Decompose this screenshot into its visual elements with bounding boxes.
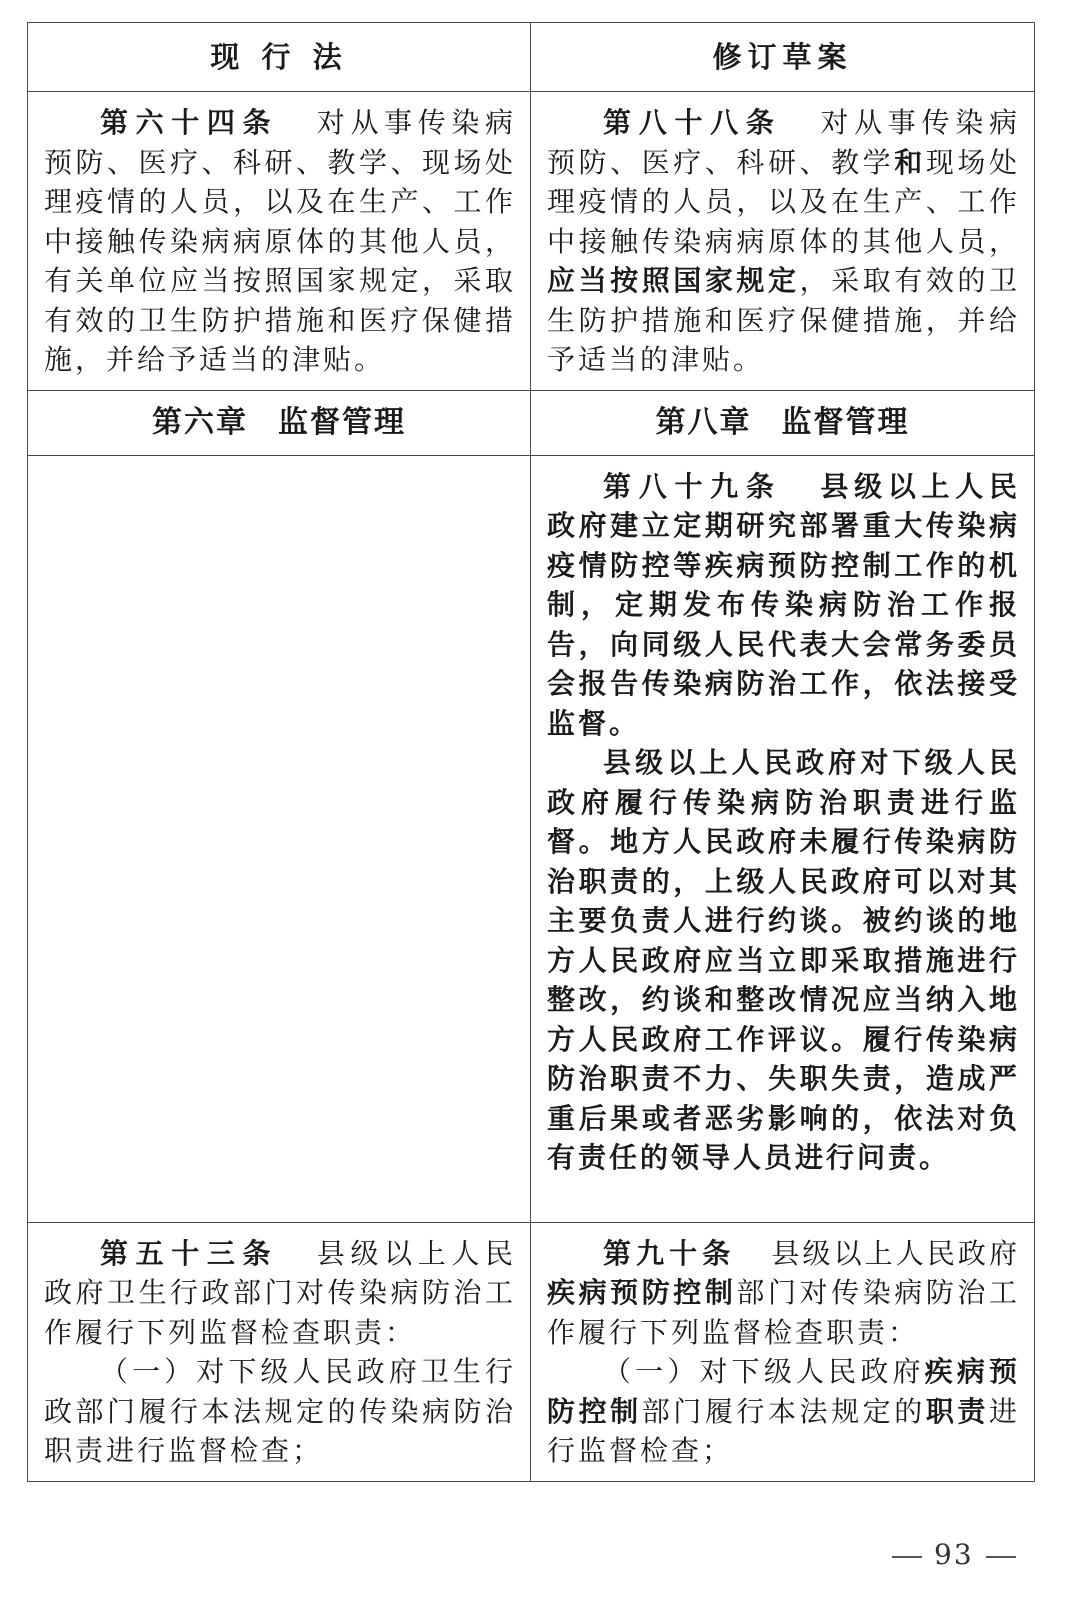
current-law-article-53 — [28, 1222, 531, 1481]
article-paragraph — [44, 1234, 516, 1353]
chapter-title: 监督管理 — [278, 404, 406, 440]
draft-article-88 — [531, 92, 1035, 391]
amended-text: 疾病预防控制 — [547, 1355, 1020, 1428]
article-paragraph — [547, 743, 1020, 1178]
amended-text: 疾病预防控制 — [547, 1276, 737, 1309]
table-header-row — [28, 23, 1035, 92]
article-text: ，采取有效的卫生防护措施和医疗保健措施，并给予适当的津贴。 — [547, 264, 1020, 376]
chapter-title: 监督管理 — [781, 404, 910, 440]
amended-text: 和 — [894, 145, 926, 179]
article-text: （一）对下级人民政府卫生行政部门履行本法规定的传染病防治职责进行监督检查； — [44, 1355, 516, 1467]
table-row — [28, 1222, 1035, 1481]
draft-article-89 — [531, 455, 1035, 1222]
article-text: 对从事传染病预防、医疗、科研、教学、现场处理疫情的人员，以及在生产、工作中接触传染病病原体的其他人员，有关单位应当按照国家规定，采取有效的卫生防护措施和医疗保健措施，并给予适当的津贴。 — [44, 106, 516, 376]
article-text: 现场处理疫情的人员，以及在生产、工作中接触传染病病原体的其他人员， — [547, 145, 1020, 258]
article-text: 县级以上人民政府卫生行政部门对传染病防治工作履行下列监督检查职责： — [44, 1236, 516, 1349]
article-text: 县级以上人民政府 — [771, 1236, 1020, 1270]
chapter-heading-right — [531, 390, 1035, 455]
comparison-table — [27, 22, 1035, 1482]
article-text: 部门对传染病防治工作履行下列监督检查职责： — [547, 1276, 1020, 1349]
article-paragraph — [44, 103, 516, 380]
current-law-empty-cell — [28, 455, 531, 1222]
article-paragraph — [44, 1352, 516, 1471]
table-row — [28, 92, 1035, 391]
article-paragraph — [547, 467, 1020, 744]
article-text: 县级以上人民政府建立定期研究部署重大传染病疫情防控等疾病预防控制工作的机制，定期发布传染病防治工作报告，向同级人民代表大会常务委员会报告传染病防治工作，依法接受监督。 — [547, 469, 1020, 740]
article-paragraph — [547, 1352, 1020, 1471]
draft-article-90 — [531, 1222, 1035, 1481]
chapter-row — [28, 390, 1035, 455]
article-paragraph — [547, 103, 1020, 380]
chapter-heading-left — [28, 390, 531, 455]
article-text: （一）对下级人民政府 — [603, 1355, 925, 1388]
page-footer — [880, 1538, 1040, 1571]
article-number: 第九十条 — [603, 1236, 736, 1270]
header-current-law: 现 行 法 — [28, 23, 531, 92]
amended-text: 职责 — [925, 1394, 989, 1428]
article-number: 第八十九条 — [603, 469, 782, 503]
article-text: 对从事传染病预防、医疗、科研、教学 — [547, 106, 1020, 179]
header-revision-draft: 修订草案 — [531, 23, 1035, 92]
page-number: 93 — [934, 1538, 974, 1571]
footer-dash — [892, 1556, 922, 1558]
table-row — [28, 455, 1035, 1222]
article-text: 进行监督检查； — [547, 1394, 1020, 1467]
article-number: 第八十八条 — [603, 106, 782, 139]
current-law-article-64 — [28, 92, 531, 391]
article-paragraph — [547, 1234, 1020, 1353]
chapter-number: 第八章 — [655, 404, 752, 440]
article-text: 部门履行本法规定的 — [641, 1394, 926, 1428]
amended-text: 应当按照国家规定 — [547, 264, 800, 297]
article-number: 第五十三条 — [100, 1236, 279, 1270]
chapter-number: 第六章 — [152, 404, 248, 440]
article-number: 第六十四条 — [100, 106, 279, 139]
footer-dash — [986, 1556, 1016, 1558]
article-text: 县级以上人民政府对下级人民政府履行传染病防治职责进行监督。地方人民政府未履行传染病防治职责的，上级人民政府可以对其主要负责人进行约谈。被约谈的地方人民政府应当立即采取措施进行整改，约谈和整改情况应当纳入地方人民政府工作评议。履行传染病防治职责不力、失职失责，造成严重后果或者恶劣影响的，依法对负有责任的领导人员进行问责。 — [547, 746, 1020, 1174]
